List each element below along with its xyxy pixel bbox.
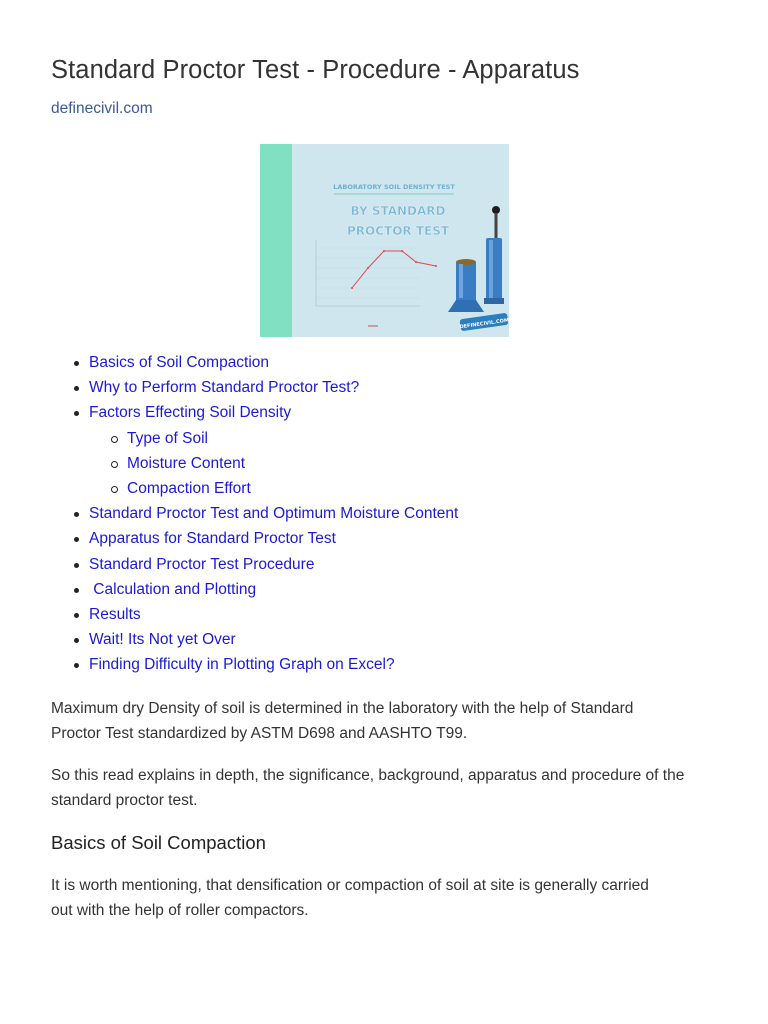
toc-item-excel [51, 654, 458, 679]
source-link[interactable]: definecivil.com [51, 100, 153, 117]
toc-link-results[interactable]: Results [89, 605, 141, 623]
section-line-1: It is worth mentioning, that densification or compaction of soil at site is generally carried [51, 877, 649, 894]
toc-link-basics[interactable]: Basics of Soil Compaction [89, 354, 270, 371]
rammer-sleeve [486, 238, 502, 300]
toc-link-excel[interactable]: Finding Difficulty in Plotting Graph on Excel? [89, 656, 395, 674]
toc-link-apparatus[interactable]: Apparatus for Standard Proctor Test [89, 530, 336, 548]
intro-line-2: Proctor Test standardized by ASTM D698 and AASHTO T99. [51, 724, 468, 742]
toc-link-factors[interactable]: Factors Effecting Soil Density [89, 404, 292, 422]
section-heading: Basics of Soil Compaction [51, 832, 266, 853]
toc-item-moisture-content [51, 453, 458, 478]
toc-item-factors [51, 402, 458, 427]
toc-item-results [51, 604, 458, 629]
toc-item-apparatus [51, 528, 458, 553]
article-figure [260, 144, 509, 337]
explain-paragraph [51, 764, 731, 813]
page-title: Standard Proctor Test - Procedure - Apparatus [51, 56, 580, 84]
section-paragraph [51, 874, 731, 923]
toc-item-basics [51, 352, 458, 377]
toc-item-procedure [51, 554, 458, 579]
toc-link-calculation[interactable]: Calculation and Plotting [89, 580, 257, 598]
badge-text: DEFINECIVIL.COM [459, 317, 509, 331]
toc-item-calculation [51, 579, 458, 604]
explain-line-2: standard proctor test. [51, 791, 198, 809]
figure-left-band [260, 144, 292, 337]
figure-heading-line1: BY STANDARD [350, 204, 446, 218]
toc-item-type-of-soil [51, 428, 458, 453]
figure-heading-small: LABORATORY SOIL DENSITY TEST [333, 183, 455, 191]
toc-item-why [51, 377, 458, 402]
toc-link-procedure[interactable]: Standard Proctor Test Procedure [89, 555, 315, 573]
table-of-contents [51, 352, 458, 679]
toc-item-compaction-effort [51, 478, 458, 503]
explain-line-1: So this read explains in depth, the significance, background, apparatus and procedure of the [51, 767, 685, 784]
toc-item-not-over [51, 629, 458, 654]
figure-graphic [260, 144, 509, 337]
intro-paragraph [51, 697, 731, 746]
toc-link-not-over[interactable]: Wait! Its Not yet Over [89, 631, 236, 649]
toc-link-moisture-content[interactable]: Moisture Content [127, 454, 246, 472]
intro-line-1: Maximum dry Density of soil is determined in the laboratory with the help of Standard [51, 700, 634, 717]
rammer-rod [495, 213, 498, 239]
toc-link-compaction-effort[interactable]: Compaction Effort [127, 479, 251, 497]
figure-heading-line2: PROCTOR TEST [346, 224, 450, 238]
toc-link-omc[interactable]: Standard Proctor Test and Optimum Moisture Content [89, 505, 459, 523]
toc-link-type-of-soil[interactable]: Type of Soil [127, 429, 208, 447]
toc-item-omc [51, 503, 458, 528]
section-line-2: out with the help of roller compactors. [51, 901, 309, 919]
rammer-knob [492, 206, 500, 214]
toc-link-why[interactable]: Why to Perform Standard Proctor Test? [89, 379, 360, 397]
